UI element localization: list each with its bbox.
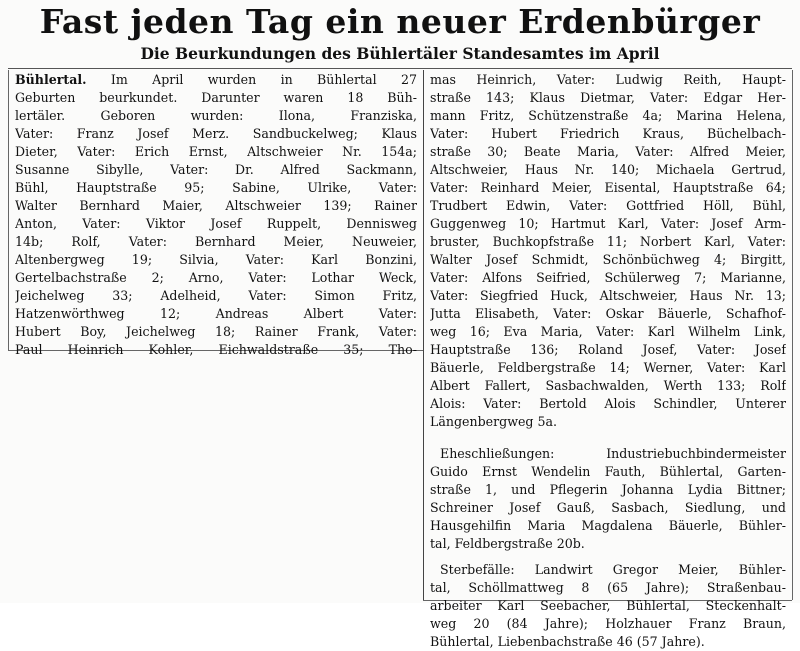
text-line: Dieter, Vater: Erich Ernst, Altschweier Nr. 154a;	[15, 144, 417, 159]
text-line: Bühlertal, Liebenbachstraße 46 (57 Jahre).	[430, 634, 705, 649]
text-line: Geburten beurkundet. Darunter waren 18 Büh-	[15, 90, 417, 105]
text-line: bruster, Buchkopfstraße 11; Norbert Karl, Vater:	[430, 234, 786, 249]
headline: Fast jeden Tag ein neuer Erdenbürger	[39, 2, 761, 41]
text-line: Guggenweg 10; Hartmut Karl, Vater: Josef Arm-	[430, 216, 786, 231]
text-line: lertäler. Geboren wurden: Ilona, Franziska,	[15, 108, 417, 123]
text-line: Gertelbachstraße 2; Arno, Vater: Lothar Weck,	[15, 270, 417, 285]
text-line: tal, Feldbergstraße 20b.	[430, 536, 585, 551]
text-line: Hubert Boy, Jeichelweg 18; Rainer Frank, Vater:	[15, 324, 417, 339]
text-line: Bäuerle, Feldbergstraße 14; Werner, Vater: Karl	[430, 360, 786, 375]
dateline: Bühlertal.	[15, 72, 87, 87]
text-line: Walter Bernhard Maier, Altschweier 139; Rainer	[15, 198, 417, 213]
text-line: arbeiter Karl Seebacher, Bühlertal, Steckenhalt-	[430, 598, 786, 613]
text-line: straße 143; Klaus Dietmar, Vater: Edgar Her-	[430, 90, 786, 105]
text-line: Guido Ernst Wendelin Fauth, Bühlertal, Garten-	[430, 464, 786, 479]
left-column-border	[8, 70, 9, 350]
text-line: mann Fritz, Schützenstraße 4a; Marina Helena,	[430, 108, 786, 123]
text-line: Hatzenwörthweg 12; Andreas Albert Vater:	[15, 306, 417, 321]
text-line	[15, 71, 417, 89]
text-line: Bühl, Hauptstraße 95; Sabine, Ulrike, Vater:	[15, 180, 417, 195]
text-line: straße 1, und Pflegerin Johanna Lydia Bittner;	[430, 482, 786, 497]
text-line: Walter Josef Schmidt, Schönbüchweg 4; Birgitt,	[430, 252, 786, 267]
text-line: Alois: Vater: Bertold Alois Schindler, Unterer	[430, 396, 786, 411]
column-divider	[423, 70, 424, 600]
text-line: straße 30; Beate Maria, Vater: Alfred Meier,	[430, 144, 786, 159]
text-line: Susanne Sibylle, Vater: Dr. Alfred Sackmann,	[15, 162, 417, 177]
text-line: Vater: Franz Josef Merz. Sandbuckelweg; Klaus	[15, 126, 417, 141]
left-column	[15, 71, 417, 359]
text-line: Schreiner Josef Gauß, Sasbach, Siedlung, und	[430, 500, 786, 515]
text-line: mas Heinrich, Vater: Ludwig Reith, Haupt-	[430, 72, 786, 87]
text-line: Hauptstraße 136; Roland Josef, Vater: Josef	[430, 342, 786, 357]
paragraph-gap	[430, 431, 786, 445]
subheadline: Die Beurkundungen des Bühlertäler Standesamtes im April	[140, 44, 660, 63]
text-line: Jutta Elisabeth, Vater: Oskar Bäuerle, Schafhof-	[430, 306, 786, 321]
text-line: Altschweier, Haus Nr. 140; Michaela Gertrud,	[430, 162, 786, 177]
text-line: Vater: Siegfried Huck, Altschweier, Haus Nr. 13;	[430, 288, 786, 303]
text-line: Trudbert Edwin, Vater: Gottfried Höll, Bühl,	[430, 198, 786, 213]
text-line: Albert Fallert, Sasbachwalden, Werth 133; Rolf	[430, 378, 786, 393]
text-line: Längenbergweg 5a.	[430, 414, 558, 429]
text-line: Altenbergweg 19; Silvia, Vater: Karl Bonzini,	[15, 252, 417, 267]
right-column-border	[792, 70, 793, 600]
text-line: weg 16; Eva Maria, Vater: Karl Wilhelm Link,	[430, 324, 786, 339]
marriages-heading-line: Eheschließungen: Industriebuchbindermeister	[440, 446, 786, 461]
text-line: Vater: Alfons Seifried, Schülerweg 7; Marianne,	[430, 270, 786, 285]
text-line: tal, Schöllmattweg 8 (65 Jahre); Straßenbau-	[430, 580, 786, 595]
text-line: Hausgehilfin Maria Magdalena Bäuerle, Bühler-	[430, 518, 786, 533]
right-column	[430, 71, 786, 651]
text-line: weg 20 (84 Jahre); Holzhauer Franz Braun,	[430, 616, 786, 631]
paragraph-gap	[430, 553, 786, 561]
text-fragment: Im April wurden in Bühlertal 27	[86, 72, 417, 87]
text-line: 14b; Rolf, Vater: Bernhard Meier, Neuweier,	[15, 234, 417, 249]
text-line: Vater: Reinhard Meier, Eisental, Hauptstraße 64;	[430, 180, 786, 195]
text-line: Jeichelweg 33; Adelheid, Vater: Simon Fritz,	[15, 288, 417, 303]
text-line: Paul Heinrich Kohler, Eichwaldstraße 35; Tho-	[15, 342, 417, 357]
text-line: Anton, Vater: Viktor Josef Ruppelt, Dennisweg	[15, 216, 417, 231]
top-rule	[8, 68, 792, 69]
text-line: Vater: Hubert Friedrich Kraus, Büchelbach-	[430, 126, 786, 141]
deaths-heading-line: Sterbefälle: Landwirt Gregor Meier, Bühler-	[440, 562, 786, 577]
